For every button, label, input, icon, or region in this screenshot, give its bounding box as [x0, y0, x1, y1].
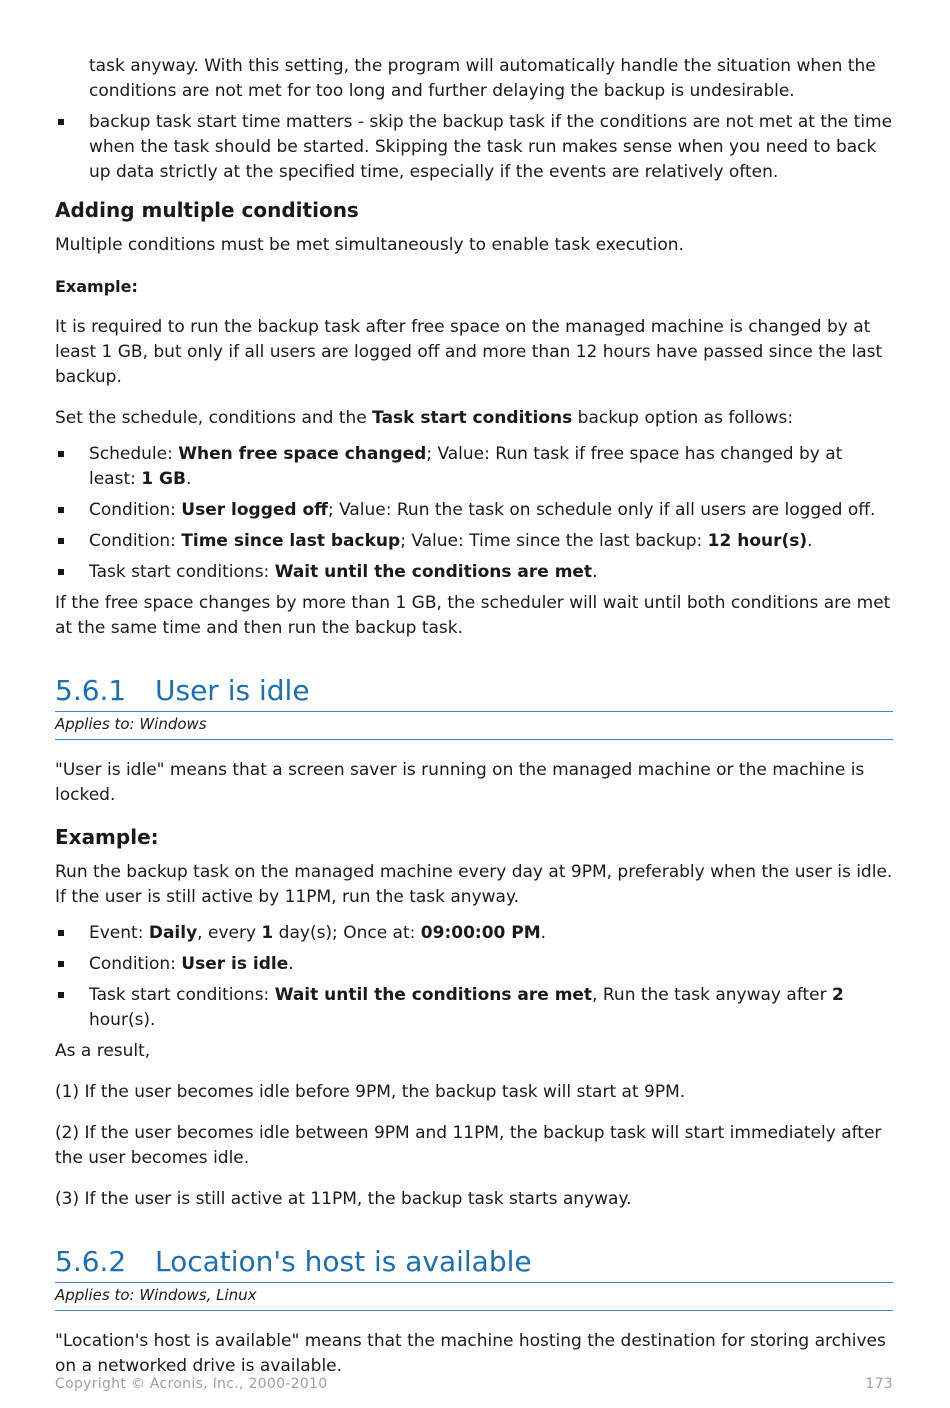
- section-title: Location's host is available: [155, 1245, 532, 1278]
- document-page: [55, 54, 893, 1379]
- list-item: backup task start time matters - skip the backup task if the conditions are not met at the time when the task should be started. Skipping the task run makes sense when you need to back up data strictly at the specified time, especially if the events are relatively often.: [55, 110, 893, 185]
- settings-bullet-list: [55, 442, 893, 585]
- applies-to: Applies to: Windows, Linux: [55, 1283, 893, 1311]
- paragraph: If the free space changes by more than 1 GB, the scheduler will wait until both conditions are met at the same time and then run the backup task.: [55, 593, 891, 638]
- section-heading-5-6-1: [55, 673, 893, 712]
- example-label: Example:: [55, 277, 138, 296]
- paragraph: Set the schedule, conditions and the Task start conditions backup option as follows:: [55, 408, 794, 428]
- section-heading-5-6-2: [55, 1244, 893, 1283]
- heading-adding-multiple-conditions: Adding multiple conditions: [55, 198, 359, 222]
- bullet-square-icon: [58, 930, 64, 936]
- section-title: User is idle: [155, 674, 310, 707]
- bullet-square-icon: [58, 507, 64, 513]
- bullet-square-icon: [58, 451, 64, 457]
- bullet-square-icon: [58, 538, 64, 544]
- list-item: Condition: User is idle.: [55, 952, 893, 977]
- bullet-square-icon: [58, 119, 64, 125]
- list-item: Task start conditions: Wait until the conditions are met.: [55, 560, 893, 585]
- continued-bullet-text: task anyway. With this setting, the program will automatically handle the situation when the conditions are not met for too long and further delaying the backup is undesirable.: [89, 56, 876, 101]
- list-item: Condition: Time since last backup; Value: Time since the last backup: 12 hour(s).: [55, 529, 893, 554]
- list-item: Schedule: When free space changed; Value: Run task if free space has changed by at least: 1 GB.: [55, 442, 893, 492]
- list-item: Event: Daily, every 1 day(s); Once at: 09:00:00 PM.: [55, 921, 893, 946]
- bullet-square-icon: [58, 961, 64, 967]
- list-item: Condition: User logged off; Value: Run the task on schedule only if all users are logged off.: [55, 498, 893, 523]
- paragraph: As a result,: [55, 1041, 151, 1061]
- page-footer: [55, 1376, 893, 1392]
- paragraph: (3) If the user is still active at 11PM, the backup task starts anyway.: [55, 1189, 632, 1209]
- example-heading: Example:: [55, 825, 159, 849]
- paragraph: "User is idle" means that a screen saver is running on the managed machine or the machine is locked.: [55, 760, 865, 805]
- paragraph: Multiple conditions must be met simultaneously to enable task execution.: [55, 235, 684, 255]
- paragraph: (1) If the user becomes idle before 9PM, the backup task will start at 9PM.: [55, 1082, 686, 1102]
- paragraph: It is required to run the backup task after free space on the managed machine is changed by at least 1 GB, but only if all users are logged off and more than 12 hours have passed since the last backup.: [55, 317, 883, 387]
- copyright-text: Copyright © Acronis, Inc., 2000-2010: [55, 1376, 328, 1392]
- paragraph: Run the backup task on the managed machine every day at 9PM, preferably when the user is idle. If the user is still active by 11PM, run the task anyway.: [55, 862, 893, 907]
- section-number: 5.6.2: [55, 1245, 127, 1278]
- list-item: Task start conditions: Wait until the conditions are met, Run the task anyway after 2 hour(s).: [55, 983, 893, 1033]
- example-bullet-list: [55, 921, 893, 1033]
- section-number: 5.6.1: [55, 674, 127, 707]
- paragraph: (2) If the user becomes idle between 9PM and 11PM, the backup task will start immediately after the user becomes idle.: [55, 1123, 882, 1168]
- intro-bullet-list: [55, 110, 893, 185]
- bullet-square-icon: [58, 569, 64, 575]
- bullet-square-icon: [58, 992, 64, 998]
- paragraph: "Location's host is available" means that the machine hosting the destination for storing archives on a networked drive is available.: [55, 1331, 886, 1376]
- applies-to: Applies to: Windows: [55, 712, 893, 740]
- page-number: 173: [865, 1376, 893, 1392]
